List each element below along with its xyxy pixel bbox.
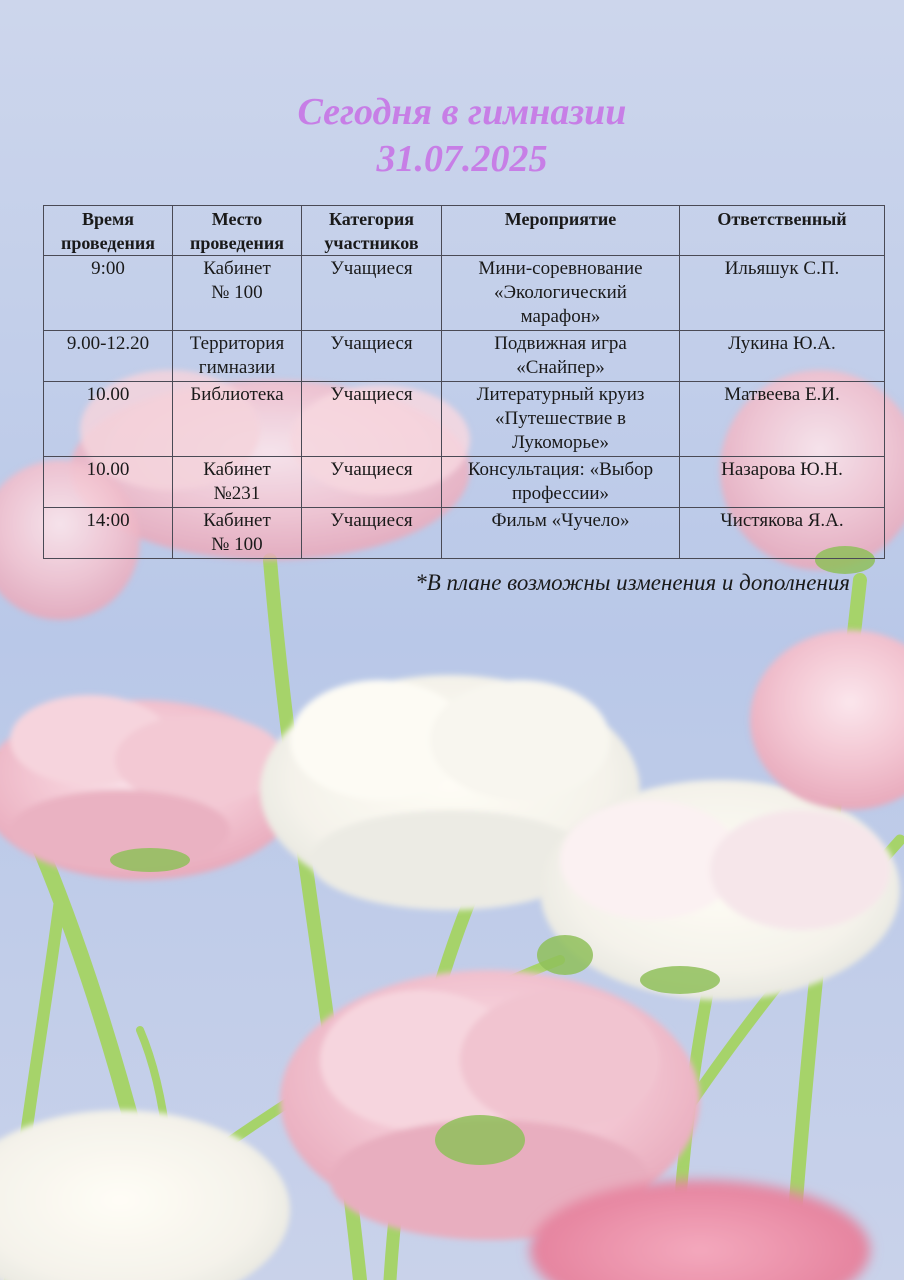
table-row (44, 331, 885, 382)
header-time: Время проведения (44, 206, 173, 256)
cell-place: Библиотека (173, 382, 302, 457)
cell-place: Кабинет №231 (173, 457, 302, 508)
cell-category: Учащиеся (302, 382, 442, 457)
cell-responsible: Чистякова Я.А. (680, 508, 885, 559)
schedule-table (43, 205, 885, 559)
cell-category: Учащиеся (302, 256, 442, 331)
table-row (44, 382, 885, 457)
table-row (44, 508, 885, 559)
cell-category: Учащиеся (302, 508, 442, 559)
cell-responsible: Лукина Ю.А. (680, 331, 885, 382)
cell-time: 9:00 (44, 256, 173, 331)
cell-time: 10.00 (44, 382, 173, 457)
cell-event: Фильм «Чучело» (442, 508, 680, 559)
cell-event: Консультация: «Выбор профессии» (442, 457, 680, 508)
cell-time: 10.00 (44, 457, 173, 508)
cell-time: 9.00-12.20 (44, 331, 173, 382)
cell-place: Кабинет № 100 (173, 508, 302, 559)
table-row (44, 256, 885, 331)
cell-category: Учащиеся (302, 331, 442, 382)
table-row (44, 457, 885, 508)
cell-category: Учащиеся (302, 457, 442, 508)
header-event: Мероприятие (442, 206, 680, 256)
page-date: 31.07.2025 (376, 138, 548, 180)
header-place: Место проведения (173, 206, 302, 256)
cell-place: Кабинет № 100 (173, 256, 302, 331)
cell-event: Подвижная игра «Снайпер» (442, 331, 680, 382)
footnote: *В плане возможны изменения и дополнения (415, 570, 850, 595)
cell-place: Территория гимназии (173, 331, 302, 382)
header-responsible: Ответственный (680, 206, 885, 256)
header-category: Категория участников (302, 206, 442, 256)
cell-event: Литературный круиз «Путешествие в Лукоморье» (442, 382, 680, 457)
cell-responsible: Ильяшук С.П. (680, 256, 885, 331)
cell-event: Мини-соревнование «Экологический марафон» (442, 256, 680, 331)
cell-time: 14:00 (44, 508, 173, 559)
table-header-row (44, 206, 885, 256)
cell-responsible: Матвеева Е.И. (680, 382, 885, 457)
cell-responsible: Назарова Ю.Н. (680, 457, 885, 508)
page-title: Сегодня в гимназии (297, 91, 627, 133)
